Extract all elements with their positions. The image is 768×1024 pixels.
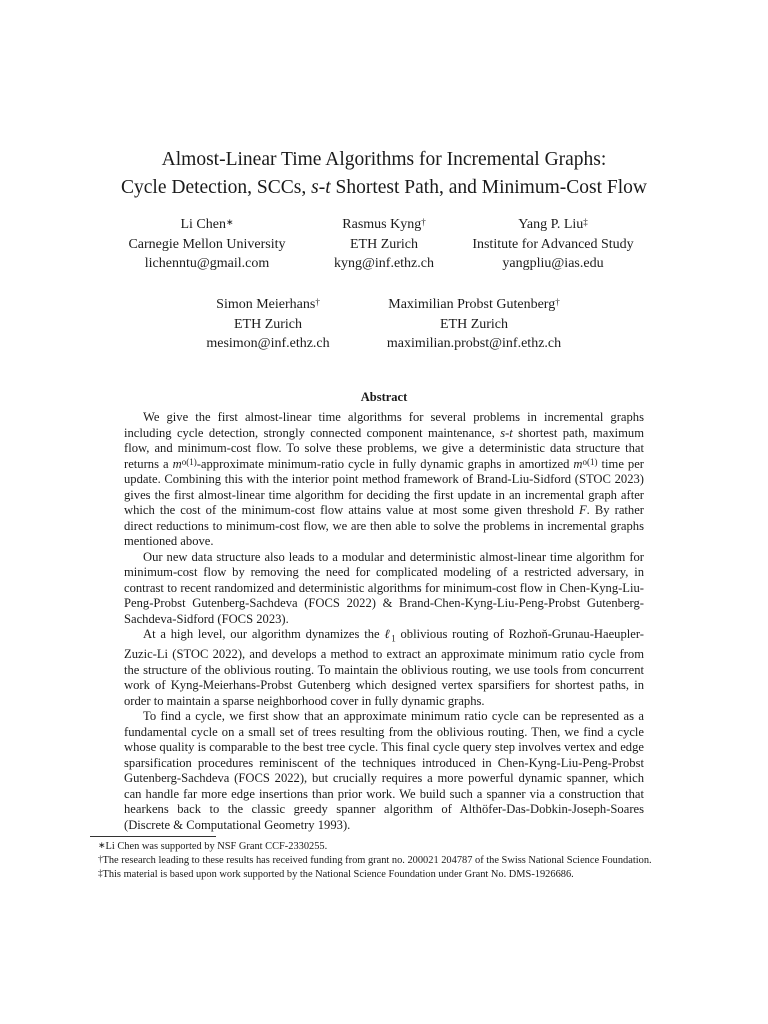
- author-email: lichenntu@gmail.com: [144, 256, 270, 272]
- title-line-2-end: Shortest Path, and Minimum-Cost Flow: [330, 177, 647, 198]
- author-name: Maximilian Probst Gutenberg†: [388, 297, 560, 312]
- author-name: Li Chen∗: [180, 217, 234, 232]
- author-name: Rasmus Kyng†: [342, 217, 426, 232]
- author-footnote-mark: ∗: [225, 217, 234, 227]
- abstract-paragraph-4: To find a cycle, we first show that an approximate minimum ratio cycle can be represented as a fundamental cycle on a small set of trees resulting from the oblivious routing. Then, we find a cycle whose quality is comparable to the best tree cycle. This final cycle query step involves vertex and edge sparsification procedures reminiscent of the techniques introduced in Chen-Kyng-Liu-Peng-Probst Gutenberg-Sachdeva (FOCS 2022), but crucially requires a more powerful dynamic spanner, which can handle far more edge insertions than prior work. We build such a spanner via a construction that hearkens back to the classic greedy spanner algorithm of Althöfer-Das-Dobkin-Joseph-Soares (Discrete & Computational Geometry 1993).: [124, 709, 644, 832]
- abstract-paragraph-3: At a high level, our algorithm dynamizes the ℓ$_1$ oblivious routing of Rozhoň-Grunau-Haeupler-Zuzic-Li (STOC 2022), and develops a method to extract an approximate minimum ratio cycle from the structure of the oblivious routing. To maintain the oblivious routing, we use tools from concurrent work of Kyng-Meierhans-Probst Gutenberg which designed vertex sparsifiers for shortest paths, in order to maintain a sparse neighborhood cover in fully dynamic graphs.: [124, 627, 644, 708]
- author-email: kyng@inf.ethz.ch: [334, 256, 434, 272]
- footnotes: [90, 840, 680, 882]
- footnote-3: ‡This material is based upon work supported by the National Science Foundation under Grant No. DMS-1926686.: [98, 868, 574, 880]
- author-name: Simon Meierhans†: [216, 297, 320, 312]
- title-line-2: [0, 174, 768, 202]
- author-email: maximilian.probst@inf.ethz.ch: [386, 336, 562, 352]
- author-affiliation: Institute for Advanced Study: [472, 236, 634, 252]
- author-affiliation: ETH Zurich: [233, 316, 303, 332]
- author-footnote-mark: †: [315, 297, 320, 307]
- author-block-2: [300, 215, 468, 274]
- author-block-4: [184, 295, 352, 354]
- paper-title: [0, 146, 768, 202]
- footnote-1: ∗Li Chen was supported by NSF Grant CCF-2330255.: [98, 840, 328, 852]
- footnote-divider: [90, 836, 216, 837]
- title-line-1: Almost-Linear Time Algorithms for Incremental Graphs:: [161, 149, 607, 170]
- author-affiliation: Carnegie Mellon University: [128, 236, 286, 252]
- abstract-paragraph-2: Our new data structure also leads to a modular and deterministic almost-linear time algorithm for minimum-cost flow by removing the need for complicated modeling of a restricted adversary, in contrast to recent randomized and deterministic algorithms for minimum-cost flow in Chen-Kyng-Liu-Peng-Probst Gutenberg-Sachdeva (FOCS 2022) & Brand-Chen-Kyng-Liu-Peng-Probst Gutenberg-Sachdeva-Sidford (FOCS 2023).: [124, 549, 644, 626]
- footnote-2: †The research leading to these results has received funding from grant no. 200021 204787 of the Swiss National Science Foundation.: [98, 854, 652, 866]
- author-block-1: [97, 215, 317, 274]
- author-block-3: [449, 215, 657, 274]
- title-st-italic: s-t: [311, 177, 331, 198]
- title-line-2-start: Cycle Detection, SCCs,: [121, 177, 312, 198]
- author-footnote-mark: ‡: [583, 217, 588, 227]
- abstract-body: [124, 410, 644, 833]
- abstract-paragraph-1: We give the first almost-linear time algorithms for several problems in incremental graphs including cycle detection, strongly connected component maintenance, s-t shortest path, maximum flow, and minimum-cost flow. To solve these problems, we give a deterministic data structure that returns a $m^{o(1)}$-approximate minimum-ratio cycle in fully dynamic graphs in amortized $m^{o(1)}$ time per update. Combining this with the interior point method framework of Brand-Liu-Sidford (STOC 2023) gives the first almost-linear time algorithm for deciding the first update in an incremental graph after which the cost of the minimum-cost flow attains value at most some given threshold F. By rather direct reductions to minimum-cost flow, we are then able to solve the problems in incremental graphs mentioned above.: [124, 410, 645, 548]
- author-footnote-mark: †: [421, 217, 426, 227]
- author-affiliation: ETH Zurich: [439, 316, 509, 332]
- author-block-5: [362, 295, 586, 354]
- author-email: yangpliu@ias.edu: [502, 256, 604, 272]
- author-name: Yang P. Liu‡: [518, 217, 588, 232]
- author-email: mesimon@inf.ethz.ch: [206, 336, 330, 352]
- author-affiliation: ETH Zurich: [349, 236, 419, 252]
- abstract-heading: Abstract: [360, 390, 408, 404]
- author-footnote-mark: †: [555, 297, 560, 307]
